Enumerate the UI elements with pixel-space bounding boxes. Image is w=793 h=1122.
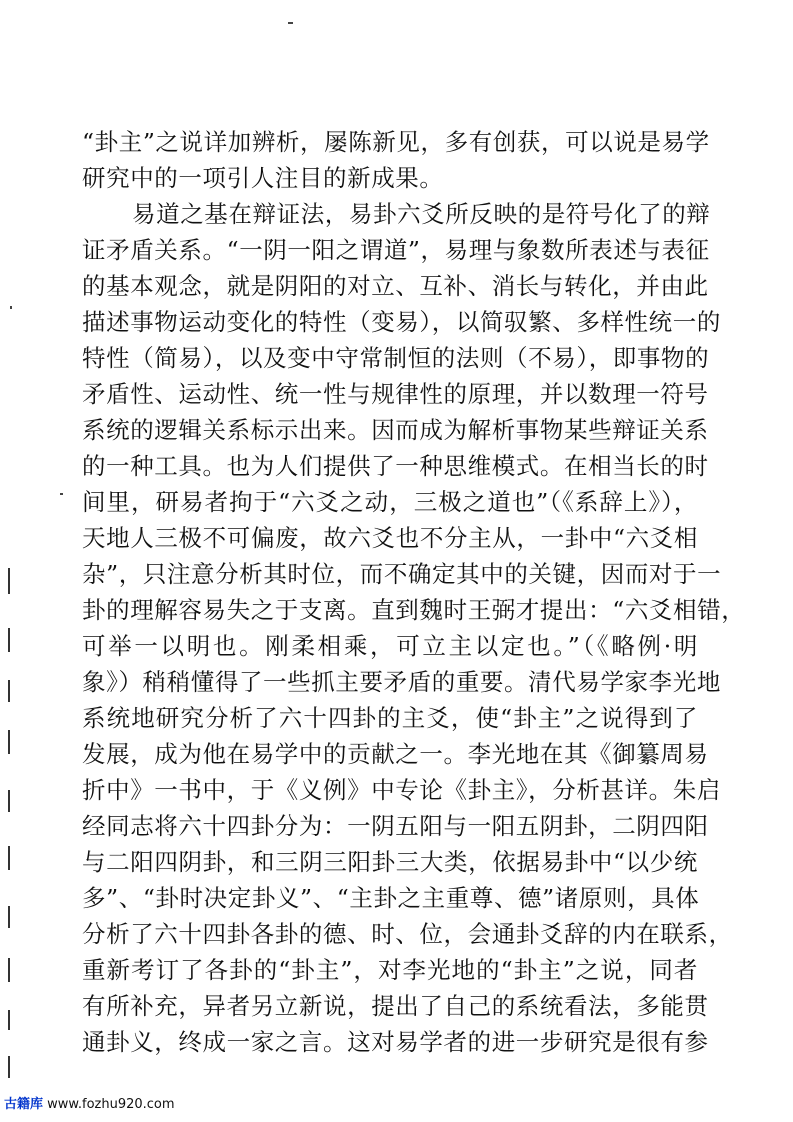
text-line: 的基本观念，就是阴阳的对立、互补、消长与转化，并由此 [82, 272, 709, 300]
text-line: “卦主”之说详加辨析，屡陈新见，多有创获，可以说是易学 [82, 128, 710, 156]
text-line: 象》）稍稍懂得了一些抓主要矛盾的重要。清代易学家李光地 [82, 668, 721, 696]
scan-speck [60, 493, 63, 495]
text-line: 与二阳四阴卦，和三阴三阳卦三大类，依据易卦中“以少统 [82, 848, 698, 876]
watermark-footer [4, 1094, 175, 1116]
text-line: 发展，成为他在易学中的贡献之一。李光地在其《御纂周易 [82, 740, 709, 768]
text-line: 系统地研究分析了六十四卦的主爻，使“卦主”之说得到了 [82, 704, 698, 732]
scan-edge-mark [8, 568, 10, 594]
scan-edge-mark [8, 1056, 10, 1078]
watermark-brand: 古籍库 [4, 1097, 44, 1112]
text-line: 特性（简易），以及变中守常制恒的法则（不易），即事物的 [82, 344, 710, 372]
scan-speck [10, 306, 12, 309]
text-line: 可举一以明也。刚柔相乘，可立主以定也。”（《略例·明 [82, 632, 698, 660]
scan-edge-mark [8, 958, 10, 982]
text-line: 多”、“卦时决定卦义”、“主卦之主重尊、德”诸原则，具体 [82, 884, 700, 912]
scan-edge-mark [8, 790, 10, 812]
text-line: 杂”，只注意分析其时位，而不确定其中的关键，因而对于一 [82, 560, 722, 588]
text-line: 通卦义，终成一家之言。这对易学者的进一步研究是很有参 [82, 1028, 709, 1056]
text-line: 间里，研易者拘于“六爻之动，三极之道也”（《系辞上》）， [82, 488, 698, 516]
scan-speck [288, 22, 293, 24]
scan-edge-mark [8, 1010, 10, 1030]
scan-edge-mark [8, 680, 10, 702]
scan-edge-mark [8, 730, 10, 754]
text-line: 描述事物运动变化的特性（变易），以简驭繁、多样性统一的 [82, 308, 721, 336]
text-line: 经同志将六十四卦分为：一阴五阳与一阳五阴卦，二阴四阳 [82, 812, 709, 840]
text-line: 的一种工具。也为人们提供了一种思维模式。在相当长的时 [82, 452, 709, 480]
text-line: 系统的逻辑关系标示出来。因而成为解析事物某些辩证关系 [82, 416, 709, 444]
text-line: 天地人三极不可偏废，故六爻也不分主从，一卦中“六爻相 [82, 524, 698, 552]
text-line: 证矛盾关系。“一阴一阳之谓道”，易理与象数所表述与表征 [82, 236, 710, 264]
text-line: 重新考订了各卦的“卦主”，对李光地的“卦主”之说，同者 [82, 956, 698, 984]
text-line: 研究中的一项引人注目的新成果。 [82, 164, 444, 192]
watermark-url[interactable]: www.fozhu920.com [47, 1097, 175, 1112]
scan-edge-mark [8, 906, 10, 928]
text-line: 易道之基在辩证法，易卦六爻所反映的是符号化了的辩 [132, 200, 711, 228]
scan-edge-mark [8, 846, 10, 870]
text-line: 矛盾性、运动性、统一性与规律性的原理，并以数理一符号 [82, 380, 709, 408]
text-line: 折中》一书中，于《义例》中专论《卦主》，分析甚详。朱启 [82, 776, 721, 804]
text-line: 有所补充，异者另立新说，提出了自己的系统看法，多能贯 [82, 992, 709, 1020]
text-line: 卦的理解容易失之于支离。直到魏时王弼才提出：“六爻相错， [82, 596, 746, 624]
scan-edge-mark [8, 628, 10, 652]
text-line: 分析了六十四卦各卦的德、时、位，会通卦爻辞的内在联系， [82, 920, 733, 948]
